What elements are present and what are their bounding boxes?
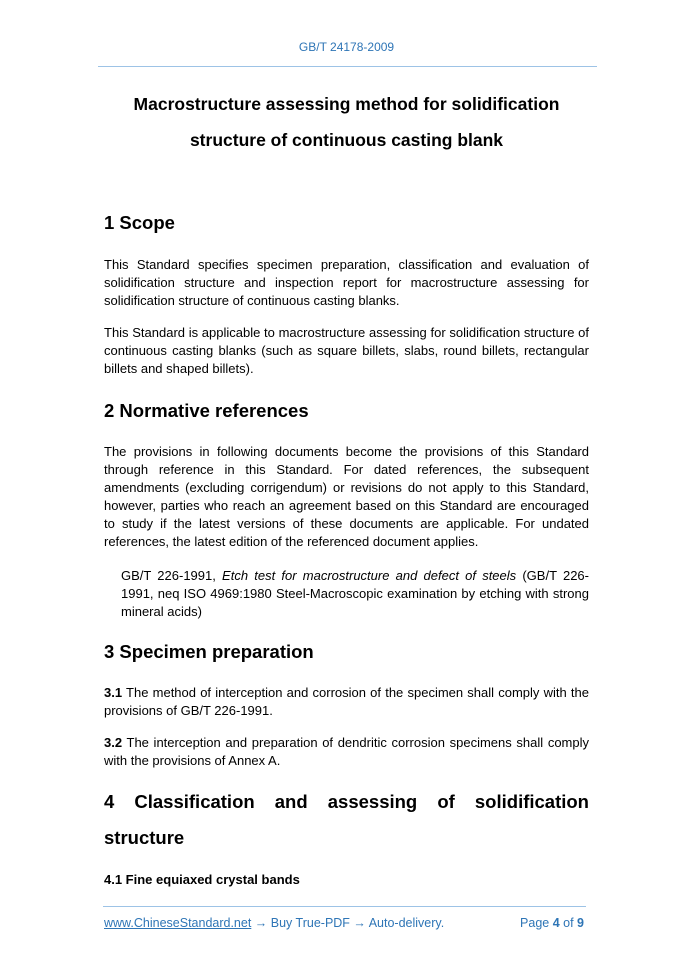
footer	[104, 916, 584, 930]
website-link[interactable]: www.ChineseStandard.net	[104, 916, 252, 930]
section-4-heading	[104, 784, 589, 856]
section-2-paragraph-1: The provisions in following documents become the provisions of this Standard through reference in this Standard. For dated references, the subsequent amendments (excluding corrigendum) or revisions do not apply to this Standard, however, parties who reach an agreement based on this Standard are encouraged to study if the latest versions of these documents are applicable. For undated references, the latest edition of the referenced document applies.	[104, 444, 589, 549]
page-label: Page	[520, 916, 553, 930]
footer-divider	[103, 906, 586, 907]
clause-3-2-number: 3.2	[104, 735, 123, 750]
section-1-heading: 1 Scope	[104, 212, 175, 233]
section-4-heading-line1: 4 Classification and assessing of solidification	[104, 791, 589, 812]
clause-3-2	[104, 734, 589, 770]
footer-tagline: → Buy True-PDF → Auto-delivery.	[251, 916, 445, 930]
section-2-heading: 2 Normative references	[104, 400, 309, 421]
page-indicator	[520, 916, 584, 930]
subsection-4-1-heading: 4.1 Fine equiaxed crystal bands	[104, 872, 300, 887]
section-3-heading: 3 Specimen preparation	[104, 641, 314, 662]
document-title	[95, 86, 598, 158]
header-standard-code: GB/T 24178-2009	[298, 40, 395, 54]
section-1-paragraph-1: This Standard specifies specimen preparation, classification and evaluation of solidification structure and inspection report for macrostructure assessing for solidification structure of continuous casting blanks.	[104, 257, 589, 308]
section-1-paragraph-2: This Standard is applicable to macrostructure assessing for solidification structure of continuous casting blanks (such as square billets, slabs, round billets, rectangular billets and shaped billets).	[104, 325, 589, 376]
header-divider	[98, 66, 597, 67]
reference-title: Etch test for macrostructure and defect of steels	[222, 568, 517, 583]
clause-3-1-number: 3.1	[104, 685, 123, 700]
clause-3-1-text: The method of interception and corrosion of the specimen shall comply with the provisions of GB/T 226-1991.	[104, 685, 589, 718]
clause-3-2-text: The interception and preparation of dendritic corrosion specimens shall comply with the provisions of Annex A.	[104, 735, 589, 768]
document-title-line1: Macrostructure assessing method for solidification	[133, 94, 560, 114]
section-4-heading-line2: structure	[104, 827, 185, 848]
reference-code: GB/T 226-1991,	[121, 568, 223, 583]
normative-reference-item	[121, 567, 589, 621]
page-of: of	[559, 916, 578, 930]
document-title-line2: structure of continuous casting blank	[189, 130, 504, 150]
page-current: 4	[552, 916, 560, 930]
page-total: 9	[577, 916, 584, 930]
reference-details: (GB/T 226-1991, neq ISO 4969:1980 Steel-Macroscopic examination by etching with strong mineral acids)	[121, 568, 589, 619]
clause-3-1	[104, 684, 589, 720]
